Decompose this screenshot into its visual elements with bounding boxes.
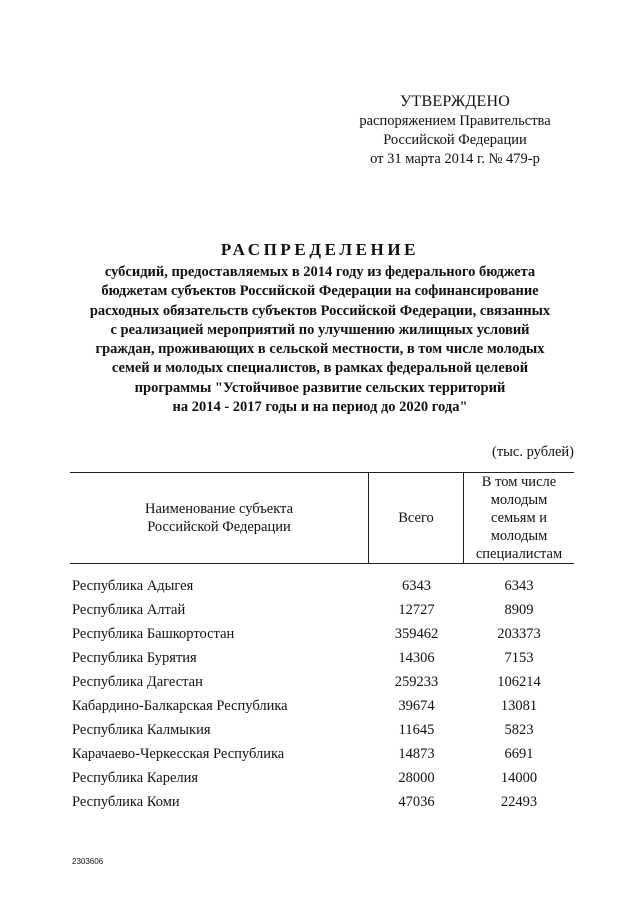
document-number: 2303606: [72, 857, 104, 866]
table-header: [70, 472, 574, 564]
cell-total: 47036: [398, 794, 435, 811]
subtitle-line: на 2014 - 2017 годы и на период до 2020 года": [172, 399, 468, 416]
cell-total: 11645: [398, 722, 435, 739]
cell-subject: Республика Бурятия: [72, 649, 197, 666]
approval-line-1: распоряжением Правительства: [359, 113, 551, 129]
document-subtitle: [40, 263, 600, 417]
cell-young: 6343: [504, 577, 534, 594]
cell-subject: Республика Карелия: [72, 770, 199, 787]
cell-total: 39674: [398, 698, 435, 715]
cell-subject: Кабардино-Балкарская Республика: [72, 698, 288, 715]
cell-subject: Республика Калмыкия: [72, 722, 211, 739]
subtitle-line: субсидий, предоставляемых в 2014 году из федерального бюджета: [104, 264, 536, 280]
table-row: [70, 622, 574, 646]
table-row: [70, 694, 574, 718]
cell-total: 14306: [398, 649, 435, 666]
cell-young: 5823: [504, 722, 534, 739]
header-subject: Наименование субъекта Российской Федерации: [70, 473, 369, 563]
cell-subject: Республика Коми: [72, 794, 180, 811]
cell-young: 8909: [504, 601, 534, 618]
document-title: РАСПРЕДЕЛЕНИЕ: [220, 240, 420, 259]
distribution-table: [70, 472, 574, 815]
subtitle-line: семей и молодых специалистов, в рамках федеральной целевой: [111, 360, 529, 377]
subtitle-line: с реализацией мероприятий по улучшению жилищных условий: [110, 321, 530, 338]
approval-line-3: от 31 марта 2014 г. № 479-р: [370, 151, 540, 167]
cell-young: 22493: [500, 794, 538, 811]
approval-block: [330, 92, 580, 169]
cell-total: 12727: [398, 601, 435, 618]
subtitle-line: расходных обязательств субъектов Российской Федерации, связанных: [89, 302, 551, 319]
cell-subject: Республика Башкортостан: [72, 625, 235, 642]
cell-subject: Республика Алтай: [72, 601, 186, 618]
cell-young: 203373: [497, 625, 541, 642]
cell-young: 7153: [504, 649, 534, 666]
table-row: [70, 646, 574, 670]
table-row: [70, 598, 574, 622]
table-row: [70, 670, 574, 694]
cell-total: 259233: [394, 673, 439, 690]
cell-total: 28000: [398, 770, 435, 787]
table-row: [70, 791, 574, 815]
cell-subject: Республика Адыгея: [72, 577, 194, 594]
header-young: В том числе молодым семьям и молодым специалистам: [475, 474, 563, 562]
cell-subject: Карачаево-Черкесская Республика: [72, 746, 285, 763]
table-row: [70, 743, 574, 767]
table-row: [70, 767, 574, 791]
cell-subject: Республика Дагестан: [72, 673, 203, 690]
cell-total: 6343: [402, 577, 431, 594]
cell-young: 13081: [500, 698, 538, 715]
approval-line-2: Российской Федерации: [383, 132, 527, 148]
subtitle-line: программы "Устойчивое развитие сельских территорий: [134, 379, 506, 396]
table-body: [70, 574, 574, 815]
table-row: [70, 574, 574, 598]
table-row: [70, 719, 574, 743]
header-total: Всего: [369, 473, 464, 563]
approval-heading: УТВЕРЖДЕНО: [399, 93, 510, 110]
cell-young: 106214: [497, 673, 541, 690]
subtitle-line: граждан, проживающих в сельской местности, в том числе молодых: [95, 341, 545, 358]
cell-young: 6691: [504, 746, 534, 763]
units-label: (тыс. рублей): [492, 444, 574, 460]
cell-total: 14873: [398, 746, 435, 763]
subtitle-line: бюджетам субъектов Российской Федерации на софинансирование: [101, 283, 539, 300]
cell-total: 359462: [394, 625, 439, 642]
cell-young: 14000: [500, 770, 538, 787]
